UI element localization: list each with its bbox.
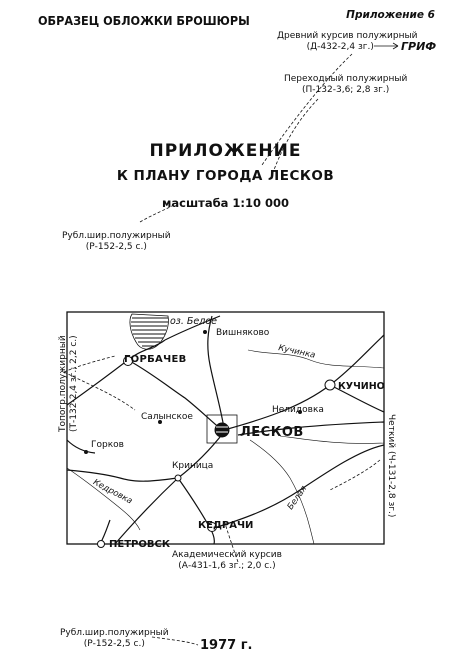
annotation-line: Академический курсив [172,550,282,560]
leader-line-scale [140,206,172,222]
annotation-line: Рубл.шир.полужирный [60,628,169,638]
lake-belove [130,314,169,349]
map-label-nelidovka: Нелидовка [272,405,324,415]
road [178,478,214,544]
scale-label: масштаба 1:10 000 [161,196,290,210]
map-label-kedrachi: КЕДРАЧИ [198,520,254,531]
road [67,340,165,405]
annotation-line: (Д-432-2,4 зг.) [306,42,374,52]
annotation-line: Четкий (Ч-131-2,8 зг.) [386,414,396,518]
annotation-rubl-bottom [60,628,169,650]
petrovsk-symbol [98,541,105,548]
annotation-academic [172,550,282,572]
main-title: ПРИЛОЖЕНИЕ [149,141,302,161]
map-label-salynskoe: Салынское [141,412,193,422]
map-label-leskov: ЛЕСКОВ [240,425,304,440]
annotation-line: Рубл.шир.полужирный [62,231,171,241]
leader-line-ancient [262,54,352,165]
annotation-line: (А-431-1,6 зг.; 2,0 с.) [178,561,276,571]
map-label-lake: оз. Белое [170,316,217,327]
map-label-vishnyakovo: Вишняково [216,328,270,338]
road [178,432,224,478]
map-label-gorbachev: ГОРБАЧЕВ [124,354,187,365]
annotation-line: Древний курсив полужирный [277,31,418,41]
annotation-topogr [58,335,80,432]
leader-line-clear [330,460,380,490]
leskov-city-symbol [215,423,229,437]
annotation-line: (Р-152-2,5 с.) [83,639,145,649]
road [115,478,178,544]
annotation-line: (Т-132-2,4 зг.; 2,2 с.) [69,335,79,432]
grif-label: ГРИФ [401,40,437,53]
map-label-kuchinka: Кучинка [277,343,317,361]
annotation-line: (П-132-3,6; 2,8 зг.) [302,85,390,95]
sub-title: К ПЛАНУ ГОРОДА ЛЕСКОВ [116,168,335,184]
map-label-kedrovka: Кедровка [91,477,134,507]
gorkov-symbol [84,450,88,454]
annotation-clear [385,414,396,517]
map-label-kuchino: КУЧИНО [338,381,385,392]
settlement-symbols [98,357,336,548]
vishnyakovo-symbol [203,330,207,334]
map-label-krinitsa: Криница [172,461,214,471]
appendix-number: Приложение 6 [346,9,435,21]
krinitsa-symbol [175,475,181,481]
map-label-petrovsk: ПЕТРОВСК [109,539,170,550]
annotation-line: (Р-152-2,5 с.) [85,242,147,252]
leader-line-transitional [272,99,318,175]
document-header: ОБРАЗЕЦ ОБЛОЖКИ БРОШЮРЫ [38,13,250,28]
annotation-line: Переходный полужирный [284,74,408,84]
map-label-belaya: Белая [285,484,310,512]
map-label-gorkov: Горков [91,440,124,450]
publication-year: 1977 г. [200,638,253,653]
annotation-line: Топогр.полужирный [58,335,68,432]
river-kuchinka [248,350,384,368]
kuchino-symbol [325,380,335,390]
